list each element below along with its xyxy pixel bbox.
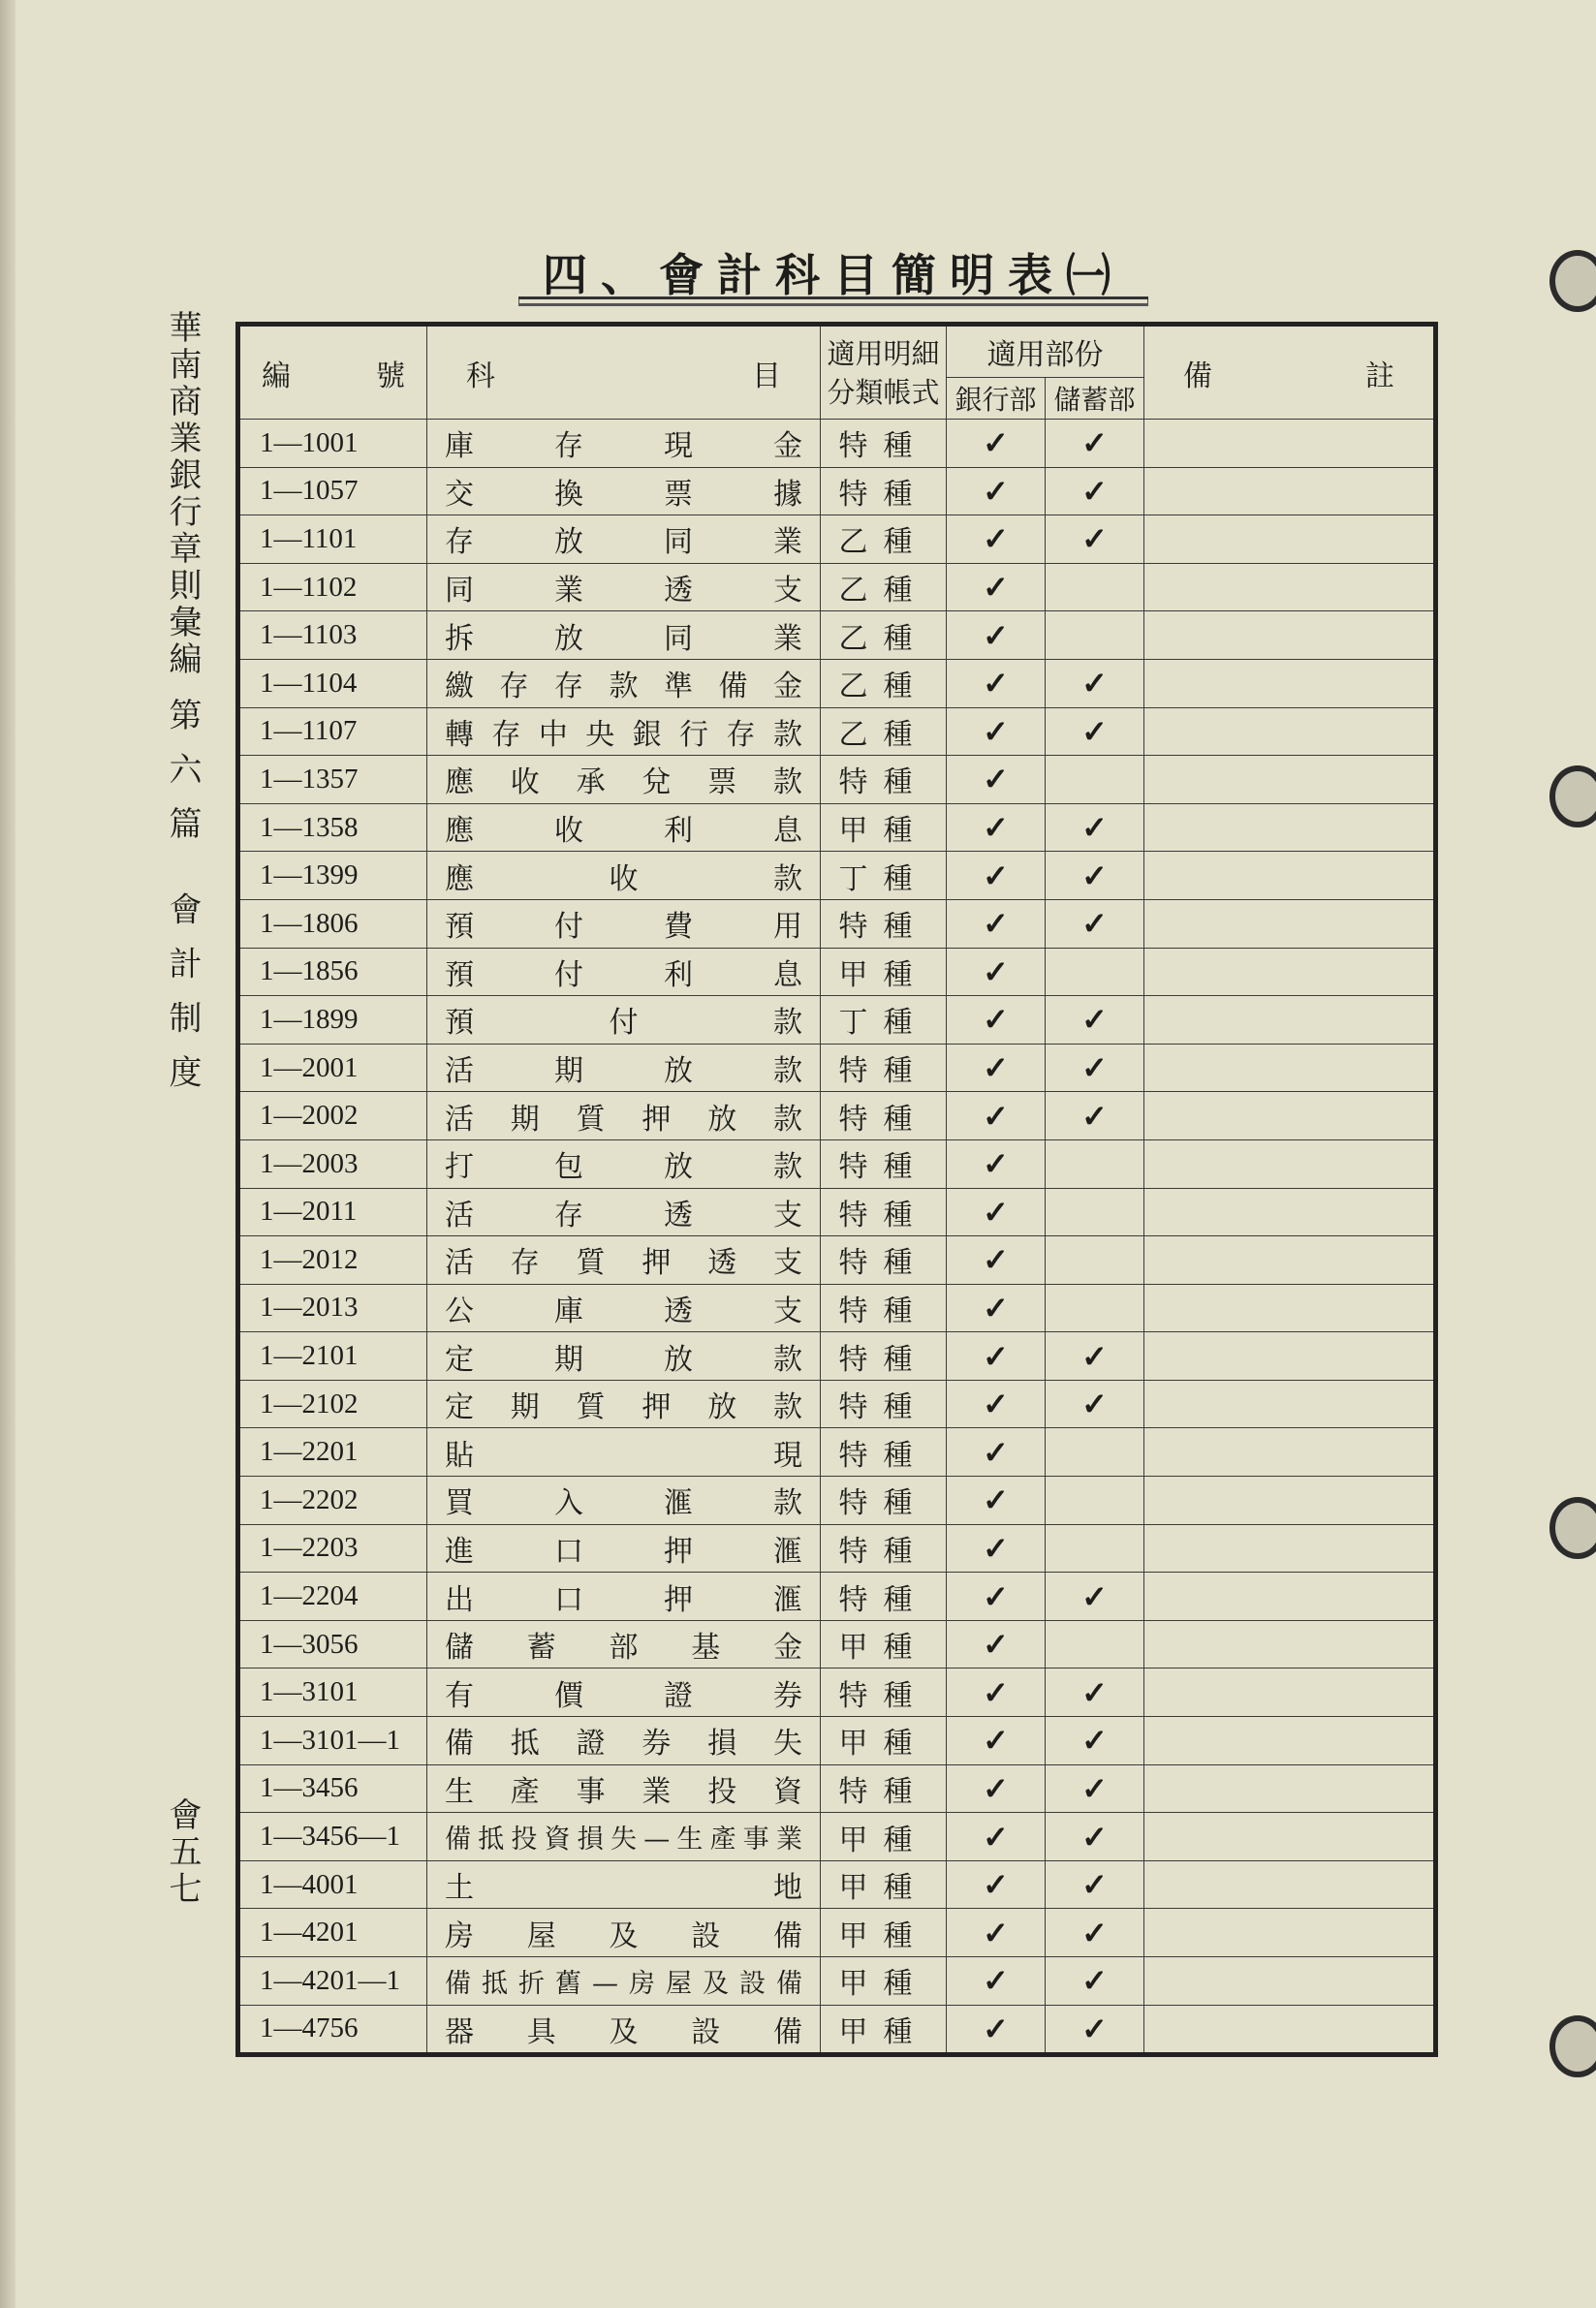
row-savings-check: ✓ xyxy=(1046,1044,1144,1092)
row-code: 1—2001 xyxy=(238,1044,427,1092)
row-code: 1—2101 xyxy=(238,1332,427,1381)
row-bank-check: ✓ xyxy=(947,996,1046,1045)
row-ledger-type: 特種 xyxy=(821,1764,947,1813)
table-row xyxy=(238,1332,1436,1381)
row-savings-check xyxy=(1046,1188,1144,1236)
row-savings-check xyxy=(1046,563,1144,611)
account-name: 備抵折舊—房屋及設備 xyxy=(445,1968,802,1999)
row-code: 1—2204 xyxy=(238,1573,427,1621)
account-name: 存 放 同 業 xyxy=(445,525,802,560)
row-account xyxy=(427,1860,821,1909)
row-savings-check xyxy=(1046,1524,1144,1573)
row-code: 1—2102 xyxy=(238,1380,427,1428)
row-bank-check: ✓ xyxy=(947,2005,1046,2055)
account-name: 器 具 及 設 備 xyxy=(445,2014,802,2049)
table-row xyxy=(238,1764,1436,1813)
row-account xyxy=(427,420,821,468)
row-savings-check xyxy=(1046,1477,1144,1525)
row-ledger-type: 乙種 xyxy=(821,563,947,611)
row-code: 1—2002 xyxy=(238,1092,427,1140)
table-row xyxy=(238,467,1436,515)
row-bank-check: ✓ xyxy=(947,803,1046,852)
row-bank-check: ✓ xyxy=(947,659,1046,707)
row-remarks xyxy=(1144,756,1436,804)
row-savings-check xyxy=(1046,1428,1144,1477)
account-name: 儲 蓄 部 基 金 xyxy=(445,1631,802,1666)
table-row xyxy=(238,563,1436,611)
row-account xyxy=(427,803,821,852)
table-body xyxy=(238,420,1436,2055)
row-code: 1—4201—1 xyxy=(238,1957,427,2006)
row-code: 1—3056 xyxy=(238,1620,427,1669)
row-savings-check xyxy=(1046,1236,1144,1285)
row-bank-check: ✓ xyxy=(947,948,1046,996)
row-remarks xyxy=(1144,1284,1436,1332)
row-ledger-type: 甲種 xyxy=(821,1957,947,2006)
row-ledger-type: 甲種 xyxy=(821,1717,947,1765)
row-bank-check: ✓ xyxy=(947,1669,1046,1717)
row-bank-check: ✓ xyxy=(947,1332,1046,1381)
row-ledger-type: 特種 xyxy=(821,467,947,515)
row-account xyxy=(427,1092,821,1140)
row-ledger-type: 乙種 xyxy=(821,707,947,756)
row-savings-check: ✓ xyxy=(1046,515,1144,564)
row-savings-check: ✓ xyxy=(1046,707,1144,756)
row-ledger-type: 特種 xyxy=(821,1380,947,1428)
table-row xyxy=(238,611,1436,660)
row-ledger-type: 特種 xyxy=(821,1477,947,1525)
row-ledger-type: 丁種 xyxy=(821,852,947,900)
account-name: 定 期 質 押 放 款 xyxy=(445,1390,802,1425)
table-row xyxy=(238,1860,1436,1909)
row-account xyxy=(427,1428,821,1477)
row-savings-check xyxy=(1046,948,1144,996)
row-savings-check: ✓ xyxy=(1046,852,1144,900)
account-name: 活 存 透 支 xyxy=(445,1198,802,1232)
row-ledger-type: 特種 xyxy=(821,1573,947,1621)
row-ledger-type: 特種 xyxy=(821,1669,947,1717)
row-code: 1—3101—1 xyxy=(238,1717,427,1765)
row-account xyxy=(427,707,821,756)
table-row xyxy=(238,1813,1436,1861)
header-bank-dept: 銀行部 xyxy=(947,378,1046,420)
row-remarks xyxy=(1144,420,1436,468)
row-savings-check: ✓ xyxy=(1046,1957,1144,2006)
row-account xyxy=(427,852,821,900)
row-account xyxy=(427,1669,821,1717)
row-bank-check: ✓ xyxy=(947,420,1046,468)
row-savings-check: ✓ xyxy=(1046,803,1144,852)
row-savings-check xyxy=(1046,611,1144,660)
account-name: 定 期 放 款 xyxy=(445,1342,802,1377)
row-remarks xyxy=(1144,1573,1436,1621)
row-code: 1—3456 xyxy=(238,1764,427,1813)
binder-ring-icon xyxy=(1549,2015,1596,2077)
row-remarks xyxy=(1144,1669,1436,1717)
row-savings-check xyxy=(1046,1284,1144,1332)
table-row xyxy=(238,1380,1436,1428)
header-account: 科 目 xyxy=(427,325,821,420)
table-row xyxy=(238,948,1436,996)
account-name: 應 收 款 xyxy=(445,861,802,896)
header-remarks: 備 註 xyxy=(1144,325,1436,420)
row-account xyxy=(427,659,821,707)
row-savings-check: ✓ xyxy=(1046,996,1144,1045)
row-remarks xyxy=(1144,1188,1436,1236)
table-row xyxy=(238,1620,1436,1669)
row-remarks xyxy=(1144,563,1436,611)
row-code: 1—4201 xyxy=(238,1909,427,1957)
account-name: 進 口 押 滙 xyxy=(445,1534,802,1569)
row-bank-check: ✓ xyxy=(947,1477,1046,1525)
row-bank-check: ✓ xyxy=(947,1380,1046,1428)
table-row xyxy=(238,1717,1436,1765)
table-row xyxy=(238,1236,1436,1285)
row-account xyxy=(427,756,821,804)
account-name: 預 付 利 息 xyxy=(445,957,802,992)
row-savings-check xyxy=(1046,1620,1144,1669)
table-row xyxy=(238,1044,1436,1092)
row-savings-check: ✓ xyxy=(1046,2005,1144,2055)
row-account xyxy=(427,948,821,996)
book-title: 華南商業銀行章則彙編 xyxy=(163,310,202,678)
account-name: 貼 現 xyxy=(445,1438,802,1473)
row-ledger-type: 特種 xyxy=(821,1092,947,1140)
row-remarks xyxy=(1144,1380,1436,1428)
table-row xyxy=(238,1139,1436,1188)
row-account xyxy=(427,563,821,611)
row-ledger-type: 特種 xyxy=(821,1332,947,1381)
table-row xyxy=(238,515,1436,564)
row-account xyxy=(427,1524,821,1573)
row-account xyxy=(427,1332,821,1381)
table-row xyxy=(238,2005,1436,2055)
account-name: 備抵投資損失—生產事業 xyxy=(445,1825,802,1856)
row-savings-check: ✓ xyxy=(1046,1909,1144,1957)
row-bank-check: ✓ xyxy=(947,515,1046,564)
account-name: 應 收 利 息 xyxy=(445,814,802,849)
row-ledger-type: 特種 xyxy=(821,1428,947,1477)
row-code: 1—1101 xyxy=(238,515,427,564)
row-bank-check: ✓ xyxy=(947,611,1046,660)
row-remarks xyxy=(1144,1717,1436,1765)
row-remarks xyxy=(1144,659,1436,707)
row-remarks xyxy=(1144,1428,1436,1477)
row-account xyxy=(427,1573,821,1621)
account-name: 同 業 透 支 xyxy=(445,574,802,608)
account-name: 備 抵 證 券 損 失 xyxy=(445,1727,802,1762)
row-ledger-type: 特種 xyxy=(821,756,947,804)
row-bank-check: ✓ xyxy=(947,1717,1046,1765)
row-remarks xyxy=(1144,1860,1436,1909)
row-bank-check: ✓ xyxy=(947,1524,1046,1573)
row-remarks xyxy=(1144,948,1436,996)
account-name: 房 屋 及 設 備 xyxy=(445,1918,802,1953)
row-savings-check: ✓ xyxy=(1046,420,1144,468)
row-account xyxy=(427,467,821,515)
row-remarks xyxy=(1144,467,1436,515)
account-name: 活 存 質 押 透 支 xyxy=(445,1246,802,1281)
binder-ring-icon xyxy=(1549,765,1596,827)
section-title: 第六篇 會計制度 xyxy=(163,698,202,1109)
row-bank-check: ✓ xyxy=(947,899,1046,948)
row-bank-check: ✓ xyxy=(947,1860,1046,1909)
row-ledger-type: 甲種 xyxy=(821,948,947,996)
row-code: 1—4756 xyxy=(238,2005,427,2055)
table-row xyxy=(238,1092,1436,1140)
table-row xyxy=(238,1669,1436,1717)
row-remarks xyxy=(1144,1764,1436,1813)
row-code: 1—2203 xyxy=(238,1524,427,1573)
account-name: 繳 存 存 款 準 備 金 xyxy=(445,670,802,704)
account-name: 出 口 押 滙 xyxy=(445,1582,802,1617)
row-account xyxy=(427,2005,821,2055)
row-ledger-type: 甲種 xyxy=(821,1813,947,1861)
table-row xyxy=(238,420,1436,468)
row-bank-check: ✓ xyxy=(947,1957,1046,2006)
row-bank-check: ✓ xyxy=(947,1236,1046,1285)
row-savings-check: ✓ xyxy=(1046,467,1144,515)
account-name: 預 付 款 xyxy=(445,1006,802,1041)
row-account xyxy=(427,611,821,660)
row-code: 1—1899 xyxy=(238,996,427,1045)
row-ledger-type: 特種 xyxy=(821,1236,947,1285)
row-savings-check: ✓ xyxy=(1046,659,1144,707)
row-ledger-type: 甲種 xyxy=(821,1909,947,1957)
row-bank-check: ✓ xyxy=(947,1188,1046,1236)
table-row xyxy=(238,899,1436,948)
row-ledger-type: 特種 xyxy=(821,1044,947,1092)
row-code: 1—1399 xyxy=(238,852,427,900)
row-account xyxy=(427,1188,821,1236)
row-account xyxy=(427,1380,821,1428)
account-name: 轉 存 中 央 銀 行 存 款 xyxy=(445,717,802,752)
row-bank-check: ✓ xyxy=(947,467,1046,515)
row-remarks xyxy=(1144,1092,1436,1140)
row-code: 1—1107 xyxy=(238,707,427,756)
row-bank-check: ✓ xyxy=(947,852,1046,900)
row-savings-check: ✓ xyxy=(1046,1860,1144,1909)
row-bank-check: ✓ xyxy=(947,1139,1046,1188)
table-row xyxy=(238,659,1436,707)
row-code: 1—2201 xyxy=(238,1428,427,1477)
table-row xyxy=(238,1957,1436,2006)
row-remarks xyxy=(1144,611,1436,660)
row-code: 1—1001 xyxy=(238,420,427,468)
row-account xyxy=(427,1764,821,1813)
account-name: 活 期 放 款 xyxy=(445,1054,802,1089)
row-code: 1—2013 xyxy=(238,1284,427,1332)
row-remarks xyxy=(1144,1957,1436,2006)
table-row xyxy=(238,707,1436,756)
row-bank-check: ✓ xyxy=(947,1813,1046,1861)
row-remarks xyxy=(1144,707,1436,756)
table-row xyxy=(238,1284,1436,1332)
table-row xyxy=(238,756,1436,804)
row-code: 1—2202 xyxy=(238,1477,427,1525)
header-dept: 適用部份 xyxy=(947,325,1144,378)
row-remarks xyxy=(1144,1044,1436,1092)
row-remarks xyxy=(1144,1477,1436,1525)
row-code: 1—1856 xyxy=(238,948,427,996)
row-account xyxy=(427,515,821,564)
row-ledger-type: 特種 xyxy=(821,1524,947,1573)
row-code: 1—1806 xyxy=(238,899,427,948)
row-ledger-type: 特種 xyxy=(821,899,947,948)
row-account xyxy=(427,1909,821,1957)
row-savings-check xyxy=(1046,756,1144,804)
row-ledger-type: 特種 xyxy=(821,1284,947,1332)
account-name: 買 入 滙 款 xyxy=(445,1486,802,1521)
account-name: 活 期 質 押 放 款 xyxy=(445,1102,802,1137)
row-savings-check: ✓ xyxy=(1046,1764,1144,1813)
row-bank-check: ✓ xyxy=(947,1044,1046,1092)
row-bank-check: ✓ xyxy=(947,1573,1046,1621)
row-savings-check: ✓ xyxy=(1046,1813,1144,1861)
row-account xyxy=(427,1813,821,1861)
row-savings-check: ✓ xyxy=(1046,899,1144,948)
row-savings-check: ✓ xyxy=(1046,1380,1144,1428)
header-ledger-type: 適用明細分類帳式 xyxy=(821,325,947,420)
row-remarks xyxy=(1144,803,1436,852)
row-account xyxy=(427,1284,821,1332)
row-bank-check: ✓ xyxy=(947,1284,1046,1332)
header-savings-dept: 儲蓄部 xyxy=(1046,378,1144,420)
row-bank-check: ✓ xyxy=(947,1428,1046,1477)
row-code: 1—2012 xyxy=(238,1236,427,1285)
row-ledger-type: 甲種 xyxy=(821,1620,947,1669)
row-savings-check xyxy=(1046,1139,1144,1188)
row-remarks xyxy=(1144,1909,1436,1957)
row-account xyxy=(427,996,821,1045)
row-code: 1—1103 xyxy=(238,611,427,660)
row-code: 1—1357 xyxy=(238,756,427,804)
row-savings-check: ✓ xyxy=(1046,1332,1144,1381)
account-name: 拆 放 同 業 xyxy=(445,621,802,656)
row-account xyxy=(427,1139,821,1188)
account-name: 預 付 費 用 xyxy=(445,910,802,945)
table-row xyxy=(238,1428,1436,1477)
row-remarks xyxy=(1144,1813,1436,1861)
table-row xyxy=(238,1573,1436,1621)
account-name: 土 地 xyxy=(445,1871,802,1906)
row-remarks xyxy=(1144,1139,1436,1188)
binder-ring-icon xyxy=(1549,1497,1596,1559)
row-bank-check: ✓ xyxy=(947,1909,1046,1957)
row-bank-check: ✓ xyxy=(947,707,1046,756)
row-bank-check: ✓ xyxy=(947,1092,1046,1140)
row-savings-check: ✓ xyxy=(1046,1669,1144,1717)
row-remarks xyxy=(1144,515,1436,564)
row-account xyxy=(427,1957,821,2006)
page-number: 會五七 xyxy=(163,1797,202,1908)
row-ledger-type: 特種 xyxy=(821,1139,947,1188)
account-name: 公 庫 透 支 xyxy=(445,1294,802,1328)
row-account xyxy=(427,1044,821,1092)
row-code: 1—3101 xyxy=(238,1669,427,1717)
row-remarks xyxy=(1144,852,1436,900)
row-code: 1—3456—1 xyxy=(238,1813,427,1861)
row-ledger-type: 乙種 xyxy=(821,515,947,564)
row-bank-check: ✓ xyxy=(947,563,1046,611)
table-row xyxy=(238,852,1436,900)
account-name: 交 換 票 據 xyxy=(445,477,802,512)
row-ledger-type: 特種 xyxy=(821,1188,947,1236)
table-row xyxy=(238,1909,1436,1957)
account-name: 有 價 證 券 xyxy=(445,1678,802,1713)
table-row xyxy=(238,1188,1436,1236)
row-bank-check: ✓ xyxy=(947,1764,1046,1813)
row-savings-check: ✓ xyxy=(1046,1717,1144,1765)
row-remarks xyxy=(1144,1236,1436,1285)
binder-ring-icon xyxy=(1549,250,1596,312)
row-code: 1—1102 xyxy=(238,563,427,611)
row-code: 1—1104 xyxy=(238,659,427,707)
row-remarks xyxy=(1144,899,1436,948)
row-account xyxy=(427,1477,821,1525)
row-savings-check: ✓ xyxy=(1046,1092,1144,1140)
row-code: 1—2003 xyxy=(238,1139,427,1188)
row-ledger-type: 丁種 xyxy=(821,996,947,1045)
account-name: 打 包 放 款 xyxy=(445,1150,802,1185)
row-code: 1—2011 xyxy=(238,1188,427,1236)
account-name: 應 收 承 兌 票 款 xyxy=(445,765,802,800)
header-code: 編 號 xyxy=(238,325,427,420)
row-remarks xyxy=(1144,996,1436,1045)
page-binding-edge xyxy=(0,0,16,2308)
row-remarks xyxy=(1144,2005,1436,2055)
row-ledger-type: 甲種 xyxy=(821,2005,947,2055)
row-ledger-type: 乙種 xyxy=(821,659,947,707)
account-name: 生 產 事 業 投 資 xyxy=(445,1774,802,1809)
row-ledger-type: 特種 xyxy=(821,420,947,468)
row-savings-check: ✓ xyxy=(1046,1573,1144,1621)
row-account xyxy=(427,899,821,948)
row-account xyxy=(427,1236,821,1285)
row-remarks xyxy=(1144,1332,1436,1381)
table-row xyxy=(238,1524,1436,1573)
page-title: 四、會計科目簡明表㈠ xyxy=(518,240,1148,299)
account-table xyxy=(235,322,1438,2057)
row-account xyxy=(427,1717,821,1765)
row-code: 1—1057 xyxy=(238,467,427,515)
row-remarks xyxy=(1144,1620,1436,1669)
row-ledger-type: 乙種 xyxy=(821,611,947,660)
row-code: 1—4001 xyxy=(238,1860,427,1909)
row-ledger-type: 甲種 xyxy=(821,803,947,852)
row-ledger-type: 甲種 xyxy=(821,1860,947,1909)
row-account xyxy=(427,1620,821,1669)
row-code: 1—1358 xyxy=(238,803,427,852)
table-row xyxy=(238,996,1436,1045)
account-name: 庫 存 現 金 xyxy=(445,429,802,464)
table-row xyxy=(238,803,1436,852)
table-row xyxy=(238,1477,1436,1525)
row-remarks xyxy=(1144,1524,1436,1573)
row-bank-check: ✓ xyxy=(947,756,1046,804)
row-bank-check: ✓ xyxy=(947,1620,1046,1669)
